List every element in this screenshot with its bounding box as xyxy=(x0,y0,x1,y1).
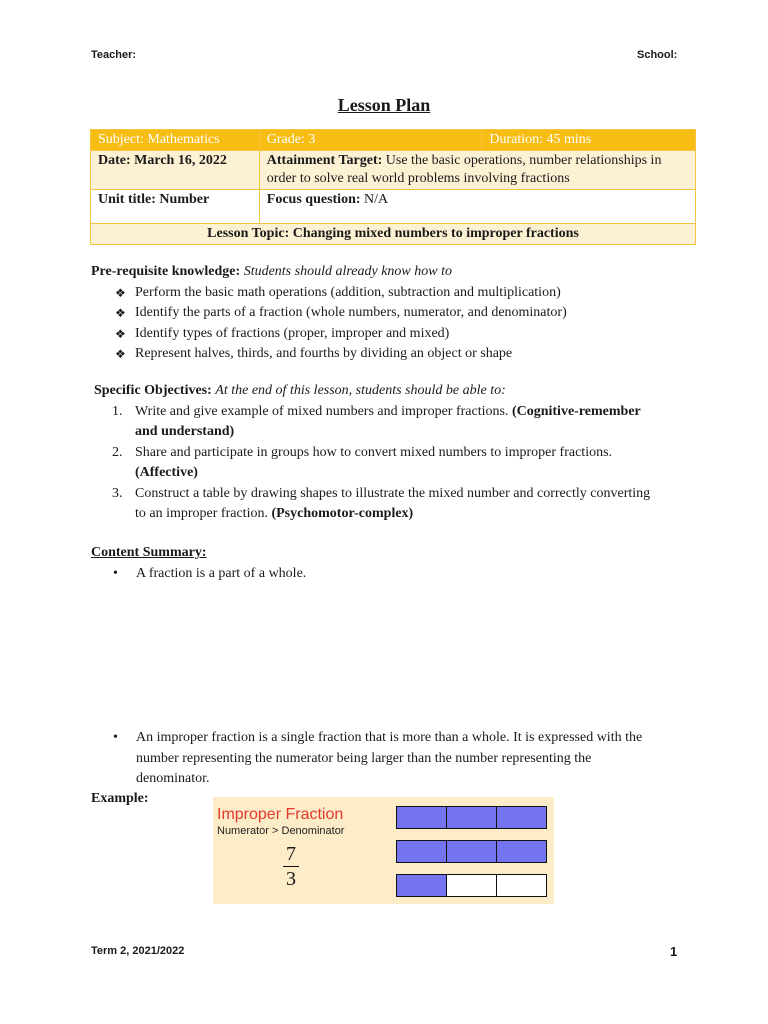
objectives-section xyxy=(94,381,652,525)
example-label: Example: xyxy=(91,791,149,806)
improper-fraction-figure xyxy=(213,797,554,904)
attainment-cell xyxy=(259,151,695,190)
prerequisite-section xyxy=(91,262,567,365)
objective-text: Write and give example of mixed numbers and improper fractions. xyxy=(135,403,512,419)
list-item: ❖ Identify the parts of a fraction (whole numbers, numerator, and denominator) xyxy=(115,303,567,324)
prerequisite-label: Pre-requisite knowledge: xyxy=(91,264,241,279)
numerator: 7 xyxy=(286,843,296,865)
fraction-cell-filled xyxy=(497,807,546,828)
list-item: • A fraction is a part of a whole. xyxy=(113,564,659,585)
objectives-intro: At the end of this lesson, students should be able to: xyxy=(215,383,506,398)
objective-tag: (Cognitive-remember and understand) xyxy=(135,403,641,439)
prerequisite-intro: Students should already know how to xyxy=(243,264,452,279)
subject-cell: Subject: Mathematics xyxy=(91,130,260,151)
fraction-bar xyxy=(283,866,299,867)
list-item: ❖ Perform the basic math operations (addition, subtraction and multiplication) xyxy=(115,283,567,304)
objective-tag: (Psychomotor-complex) xyxy=(271,506,414,521)
fraction-bar-whole-1 xyxy=(396,806,547,829)
school-label: School: xyxy=(637,49,678,61)
figure-subtitle: Numerator > Denominator xyxy=(217,825,345,837)
date-cell: Date: March 16, 2022 xyxy=(91,151,260,190)
focus-label: Focus question: xyxy=(266,192,361,207)
list-item: ❖ Identify types of fractions (proper, improper and mixed) xyxy=(115,324,567,345)
attainment-label: Attainment Target: xyxy=(266,153,383,168)
fraction-cell-filled xyxy=(447,841,497,862)
fraction-cell-empty xyxy=(497,875,546,896)
list-number: 1. xyxy=(112,403,123,419)
teacher-label: Teacher: xyxy=(91,49,137,61)
fraction-cell-filled xyxy=(397,807,447,828)
list-item: • An improper fraction is a single fraction that is more than a whole. It is expressed with the number representing the numerator being larger than the number representing the denominator. xyxy=(113,728,659,790)
content-summary-label: Content Summary: xyxy=(91,545,207,560)
page-title: Lesson Plan xyxy=(337,95,431,115)
objective-tag: (Affective) xyxy=(135,465,198,480)
page-number: 1 xyxy=(670,944,678,959)
list-item: ❖ Represent halves, thirds, and fourths by dividing an object or shape xyxy=(115,344,567,365)
fraction-bar-whole-2 xyxy=(396,840,547,863)
list-item xyxy=(112,402,652,443)
list-item xyxy=(112,484,652,525)
fraction xyxy=(283,843,299,890)
lesson-plan-table xyxy=(90,129,696,245)
lesson-topic-cell: Lesson Topic: Changing mixed numbers to improper fractions xyxy=(91,224,696,245)
list-number: 2. xyxy=(112,444,123,460)
fraction-bar-partial xyxy=(396,874,547,897)
focus-cell xyxy=(259,190,695,224)
grade-cell: Grade: 3 xyxy=(259,130,482,151)
footer-term: Term 2, 2021/2022 xyxy=(91,945,185,957)
fraction-cell-filled xyxy=(397,875,447,896)
duration-cell: Duration: 45 mins xyxy=(482,130,696,151)
improper-fraction-section xyxy=(91,728,659,790)
fraction-cell-filled xyxy=(497,841,546,862)
list-item xyxy=(112,443,652,484)
focus-value: N/A xyxy=(360,192,389,207)
fraction-cell-filled xyxy=(447,807,497,828)
objectives-label: Specific Objectives: xyxy=(94,383,212,398)
fraction-cell-empty xyxy=(447,875,497,896)
figure-title: Improper Fraction xyxy=(217,806,344,823)
objective-text: Construct a table by drawing shapes to illustrate the mixed number and correctly converting to an improper fraction. xyxy=(135,485,651,521)
fraction-cell-filled xyxy=(397,841,447,862)
list-number: 3. xyxy=(112,485,123,501)
objective-text: Share and participate in groups how to convert mixed numbers to improper fractions. xyxy=(135,444,613,460)
attainment-text: Use the basic operations, number relationships in order to solve real world problems involving fractions xyxy=(266,153,662,186)
content-summary-section xyxy=(91,543,659,584)
denominator: 3 xyxy=(286,868,296,890)
unit-title-cell: Unit title: Number xyxy=(91,190,260,224)
